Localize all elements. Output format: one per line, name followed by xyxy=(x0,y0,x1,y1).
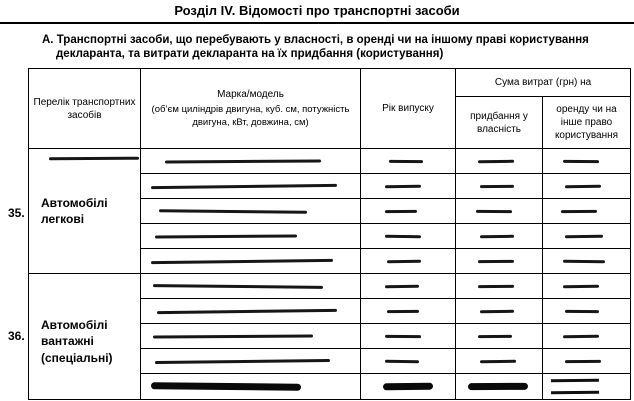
handwritten-dash xyxy=(480,234,514,237)
entry-rent-cell xyxy=(543,174,631,199)
entry-rent-cell xyxy=(543,374,631,400)
handwritten-dash xyxy=(385,334,421,337)
handwritten-dash xyxy=(159,209,307,214)
entry-year-cell xyxy=(361,299,456,324)
handwritten-heavy-mark xyxy=(151,382,301,391)
handwritten-heavy-mark xyxy=(468,383,528,390)
handwritten-dash xyxy=(389,159,423,162)
handwritten-dash xyxy=(385,184,421,187)
entry-year-cell xyxy=(361,374,456,400)
entry-rent-cell xyxy=(543,324,631,349)
header-expenses-group: Сума витрат (грн) на xyxy=(456,69,631,97)
entry-year-cell xyxy=(361,174,456,199)
handwritten-dash xyxy=(478,334,512,337)
entry-purchase-cell xyxy=(456,174,543,199)
entry-rent-cell xyxy=(543,224,631,249)
handwritten-dash xyxy=(480,184,514,187)
header-make-model xyxy=(141,69,361,149)
handwritten-dash xyxy=(563,159,599,162)
entry-year-cell xyxy=(361,324,456,349)
entry-year-cell xyxy=(361,149,456,174)
header-vehicles-list: Перелік транспортних засобів xyxy=(29,69,141,149)
handwritten-dash xyxy=(563,284,599,287)
entry-make-model-cell xyxy=(141,149,361,174)
handwritten-dash xyxy=(165,159,321,163)
entry-purchase-cell xyxy=(456,199,543,224)
handwritten-dash xyxy=(153,334,313,338)
handwritten-heavy-mark xyxy=(551,379,599,395)
header-purchase: придбання у власність xyxy=(456,97,543,149)
row-number-36: 36. xyxy=(8,329,25,343)
entry-year-cell xyxy=(361,274,456,299)
handwritten-dash xyxy=(561,209,597,212)
handwritten-dash xyxy=(478,159,514,162)
entry-make-model-cell xyxy=(141,224,361,249)
group-36-label: Автомобілі вантажні (спеціальні) xyxy=(41,318,113,365)
handwritten-dash xyxy=(387,259,421,262)
entry-purchase-cell xyxy=(456,324,543,349)
handwritten-dash xyxy=(565,234,603,237)
group-35-label: Автомобілі легкові xyxy=(41,195,108,226)
header-make-model-title: Марка/модель xyxy=(217,88,284,100)
handwritten-dash xyxy=(151,183,337,188)
entry-rent-cell xyxy=(543,349,631,374)
handwritten-dash xyxy=(155,234,297,238)
handwritten-dash xyxy=(385,209,417,212)
handwritten-dash xyxy=(480,359,516,362)
entry-purchase-cell xyxy=(456,349,543,374)
row-number-35: 35. xyxy=(8,206,25,220)
group-35-label-cell xyxy=(29,149,141,274)
handwritten-dash xyxy=(387,309,419,312)
table-row xyxy=(29,274,631,299)
entry-make-model-cell xyxy=(141,324,361,349)
entry-make-model-cell xyxy=(141,199,361,224)
entry-rent-cell xyxy=(543,149,631,174)
handwritten-dash xyxy=(478,284,514,287)
handwritten-dash xyxy=(385,284,419,287)
entry-rent-cell xyxy=(543,249,631,274)
entry-purchase-cell xyxy=(456,374,543,400)
entry-purchase-cell xyxy=(456,249,543,274)
handwritten-dash xyxy=(478,259,514,262)
handwritten-dash xyxy=(476,209,512,212)
header-year: Рік випуску xyxy=(361,69,456,149)
section-a-label: А. xyxy=(42,34,54,46)
handwritten-dash xyxy=(385,359,419,363)
entry-make-model-cell xyxy=(141,374,361,400)
handwritten-dash xyxy=(563,259,605,262)
entry-make-model-cell xyxy=(141,349,361,374)
table-row xyxy=(29,149,631,174)
handwritten-dash xyxy=(565,184,601,187)
handwritten-dash xyxy=(155,358,330,363)
handwritten-dash xyxy=(49,157,139,161)
entry-make-model-cell xyxy=(141,174,361,199)
entry-rent-cell xyxy=(543,199,631,224)
entry-purchase-cell xyxy=(456,299,543,324)
handwritten-dash xyxy=(563,334,599,337)
entry-year-cell xyxy=(361,249,456,274)
handwritten-dash xyxy=(565,359,601,362)
page-title: Розділ IV. Відомості про транспортні засоби xyxy=(174,3,460,18)
handwritten-dash xyxy=(153,284,323,289)
entry-purchase-cell xyxy=(456,149,543,174)
handwritten-dash xyxy=(480,309,514,312)
group-36-label-cell xyxy=(29,274,141,400)
entry-make-model-cell xyxy=(141,299,361,324)
header-rent: оренду чи на інше право користування xyxy=(543,97,631,149)
handwritten-dash xyxy=(151,258,333,263)
handwritten-dash xyxy=(385,234,421,238)
entry-rent-cell xyxy=(543,274,631,299)
handwritten-heavy-mark xyxy=(383,383,433,391)
entry-year-cell xyxy=(361,199,456,224)
entry-make-model-cell xyxy=(141,249,361,274)
handwritten-dash xyxy=(157,308,337,313)
title-divider xyxy=(0,22,634,24)
entry-year-cell xyxy=(361,349,456,374)
handwritten-dash xyxy=(565,309,599,312)
entry-purchase-cell xyxy=(456,224,543,249)
vehicles-table xyxy=(28,68,631,400)
section-a-text: Транспортні засоби, що перебувають у власності, в оренді чи на іншому праві користування декларанта, та витрати декларанта на їх придбання (користування) xyxy=(56,34,589,61)
entry-rent-cell xyxy=(543,299,631,324)
section-a-paragraph xyxy=(42,33,634,62)
entry-year-cell xyxy=(361,224,456,249)
header-make-model-note: (об’єм циліндрів двигуна, куб. см, потужність двигуна, кВт, довжина, см) xyxy=(151,103,350,128)
entry-purchase-cell xyxy=(456,274,543,299)
entry-make-model-cell xyxy=(141,274,361,299)
